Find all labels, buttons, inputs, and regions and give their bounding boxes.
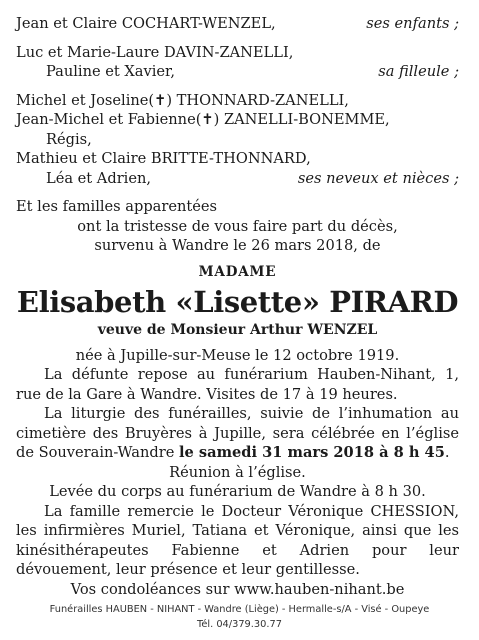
deceased-name: Elisabeth «Lisette» PIRARD [16,285,459,319]
meeting-info: Réunion à l’église. [169,463,306,481]
liturgy-date: le samedi 31 mars 2018 à 8 h 45 [178,444,445,461]
funeral-home-line: Funérailles HAUBEN - NIHANT - Wandre (Liège) - Hermalle-s/A - Visé - Oupeye [49,604,430,615]
family-line-nephews [16,169,459,189]
family-name-zanelli-bonemme: Jean-Michel et Fabienne(✝) ZANELLI-BONEMME, [16,111,390,128]
funeral-home-phone: Tél. 04/379.30.77 [197,619,282,630]
repose-info: La défunte repose au funérarium Hauben-Nihant, 1, rue de la Gare à Wandre. Visites de 17 à 19 heures. [16,366,459,403]
family-name-regis: Régis, [46,130,92,148]
liturgy-info [16,404,459,463]
levee-info: Levée du corps au funérarium de Wandre à 8 h 30. [49,483,426,500]
announcement-line-1: ont la tristesse de vous faire part du décès, [77,217,398,235]
condolences-line: Vos condoléances sur www.hauben-nihant.be [70,580,405,598]
family-name-britte: Mathieu et Claire BRITTE-THONNARD, [16,150,311,167]
announcement-line-2: survenu à Wandre le 26 mars 2018, de [94,237,381,254]
family-name-pauline: Pauline et Xavier, [46,63,176,80]
relation-nephews: ses neveux et nièces ; [297,169,459,187]
family-name-lea: Léa et Adrien, [46,169,152,187]
deceased-title: MADAME [198,263,277,280]
relation-children: ses enfants ; [366,15,459,32]
family-line-children [16,14,459,34]
liturgy-text: La liturgie des funérailles, suivie de l’inhumation au cimetière des Bruyères à Jupille, sera célébrée en l’église de Souverain-Wandre [16,405,459,461]
widow-of: veuve de Monsieur Arthur WENZEL [97,322,378,338]
family-name-thonnard: Michel et Joseline(✝) THONNARD-ZANELLI, [16,91,349,109]
relation-goddaughter: sa filleule ; [378,63,459,80]
birth-info: née à Jupille-sur-Meuse le 12 octobre 1919. [75,346,400,364]
family-line-goddaughter [16,62,459,82]
family-name-cochart: Jean et Claire COCHART-WENZEL, [16,15,276,32]
liturgy-end: . [444,444,450,461]
thanks-paragraph: La famille remercie le Docteur Véronique CHESSION, les infirmières Muriel, Tatiana et Véronique, ainsi que les kinésithérapeutes Fabienne et Adrien pour leur dévouement, leur présence et leur gentillesse. [16,502,459,578]
family-relatives: Et les familles apparentées [16,198,218,215]
family-name-davin: Luc et Marie-Laure DAVIN-ZANELLI, [16,43,294,61]
